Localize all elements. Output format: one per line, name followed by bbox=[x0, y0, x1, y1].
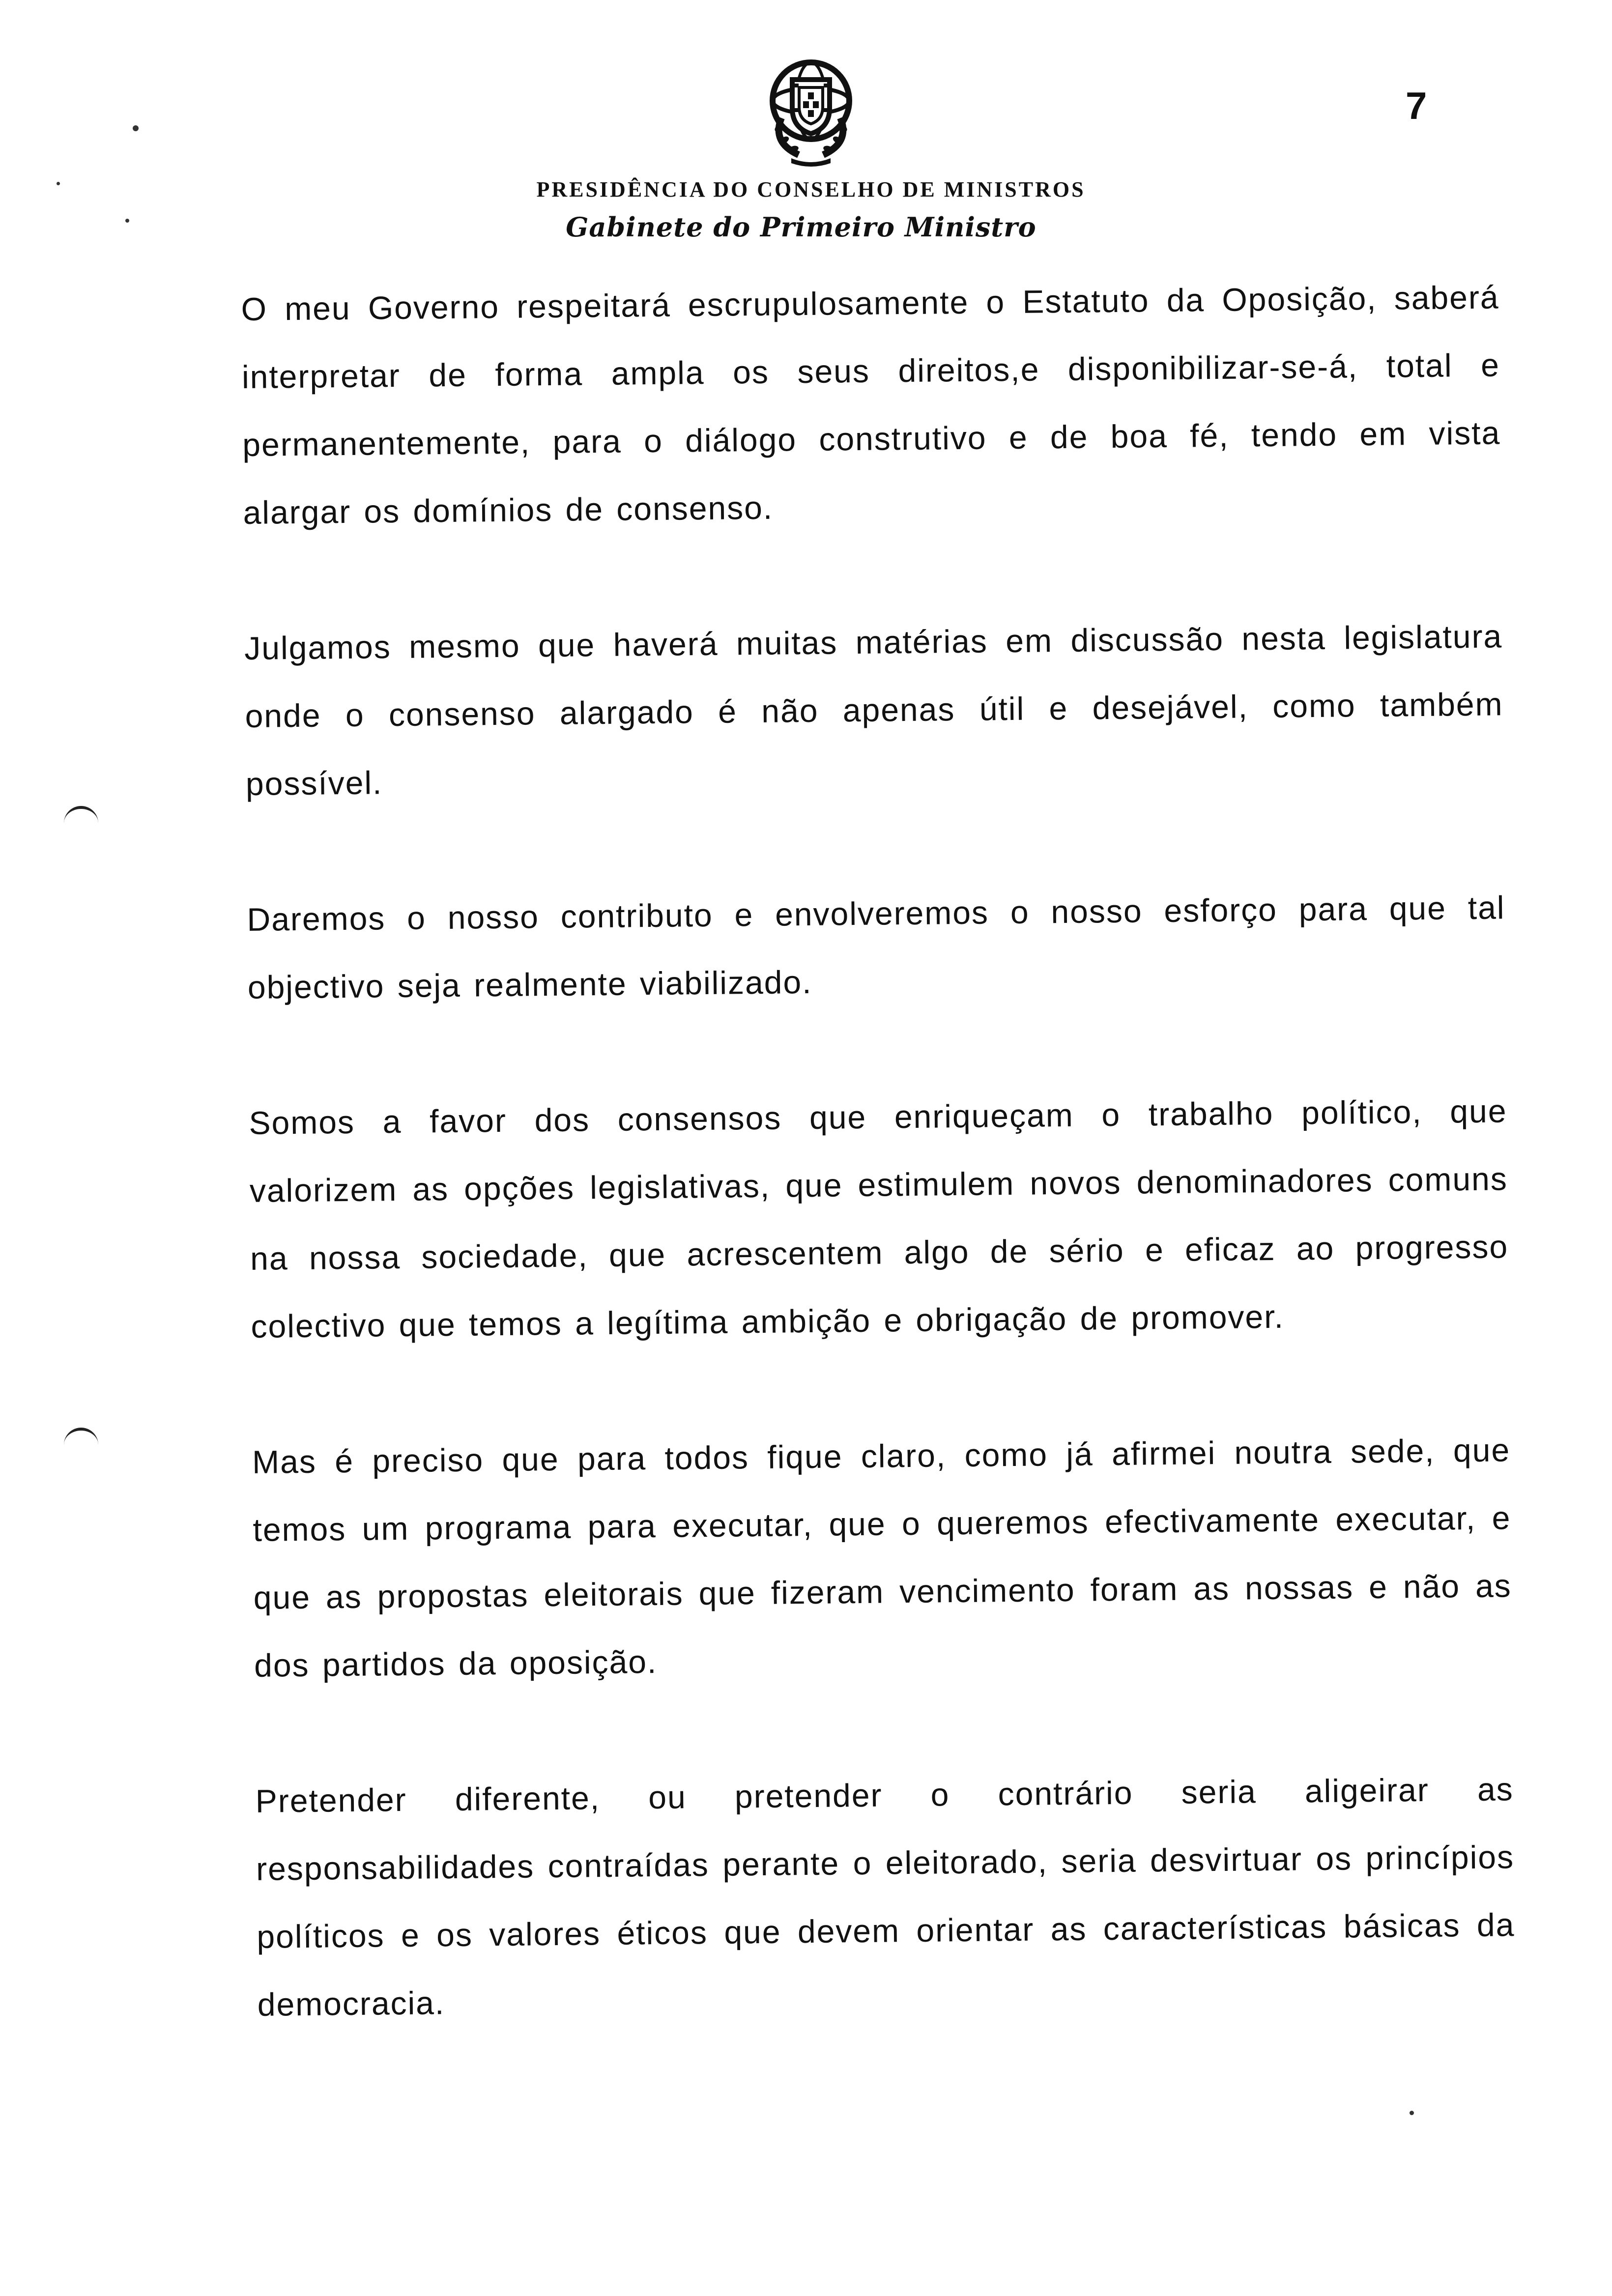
page-number: 7 bbox=[1406, 84, 1427, 127]
punch-hole-mark bbox=[64, 1428, 98, 1445]
header-organization: PRESIDÊNCIA DO CONSELHO DE MINISTROS bbox=[536, 177, 1086, 201]
scan-speck bbox=[125, 219, 129, 223]
scan-speck bbox=[57, 182, 60, 185]
paragraph: Daremos o nosso contributo e envolveremos o nosso esforço para que tal objectivo seja realmente viabilizado. bbox=[247, 889, 1505, 1005]
header-office: Gabinete do Primeiro Ministro bbox=[566, 211, 1036, 243]
paragraph: Mas é preciso que para todos fique claro, como já afirmei noutra sede, que temos um programa para executar, que o queremos efectivamente executar, e que as propostas eleitorais que fizeram vencimento foram as nossas e não as dos partidos da oposição. bbox=[252, 1432, 1512, 1684]
paragraph: O meu Governo respeitará escrupulosamente o Estatuto da Oposição, saberá interpretar de forma ampla os seus direitos,e disponibilizar-se-á, total e permanentemente, para o diálogo construtivo e de boa fé, tendo em vista alargar os domínios de consenso. bbox=[241, 279, 1501, 531]
portuguese-coat-of-arms-icon bbox=[752, 49, 870, 167]
paragraph: Julgamos mesmo que haverá muitas matérias em discussão nesta legislatura onde o consenso alargado é não apenas útil e desejável, como também possível. bbox=[244, 618, 1503, 802]
punch-hole-mark bbox=[64, 806, 98, 824]
paragraph: Somos a favor dos consensos que enriqueçam o trabalho político, que valorizem as opções legislativas, que estimulem novos denominadores comuns na nossa sociedade, que acrescentem algo de sério e eficaz ao progresso colectivo que temos a legítima ambição e obrigação de promover. bbox=[249, 1092, 1509, 1345]
document-body bbox=[241, 263, 1516, 2038]
scan-speck bbox=[133, 125, 139, 131]
paragraph: Pretender diferente, ou pretender o contrário seria aligeirar as responsabilidades contraídas perante o eleitorado, seria desvirtuar os princípios políticos e os valores éticos que devem orientar as características básicas da democracia. bbox=[255, 1771, 1515, 2023]
scan-speck bbox=[1410, 2111, 1414, 2115]
